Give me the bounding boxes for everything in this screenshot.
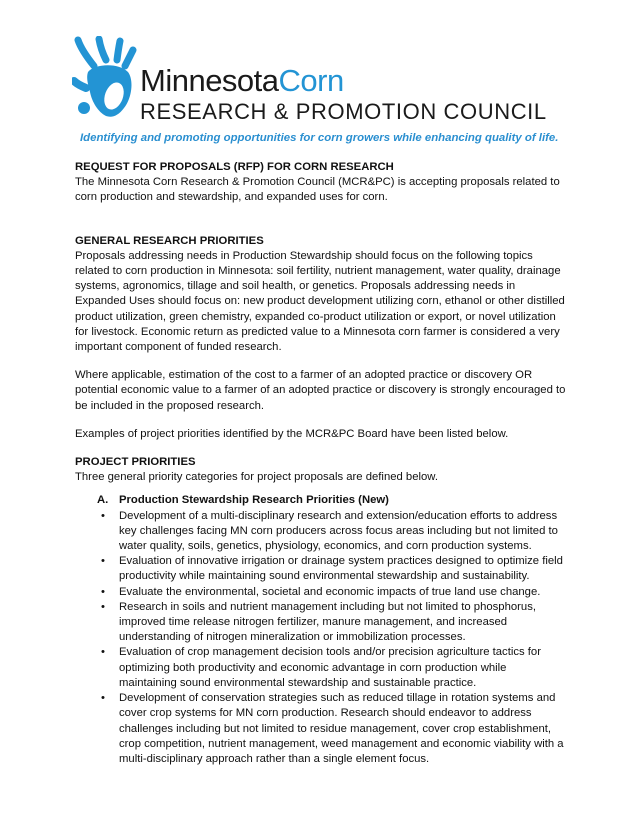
document-body bbox=[75, 160, 567, 767]
bullet-icon: • bbox=[101, 600, 105, 613]
logo-name-part1: Minnesota bbox=[140, 63, 279, 98]
general-priorities-body: Proposals addressing needs in Production Stewardship should focus on the following topics related to corn production in Minnesota: soil fertility, nutrient management, water quality, drainage systems, agronomics, tillage and soil health, or genetics. Proposals addressing needs in Expanded Uses should focus on: new product development utilizing corn, ethanol or other distilled product utilization, green chemistry, expanded co-product utilization or export, or novel utilization for livestock. Economic return as predicted value to a Minnesota corn farmer is considered a very important component of funded research. bbox=[75, 249, 565, 354]
list-item-text: Evaluation of innovative irrigation or drainage system practices designed to optimize field productivity while maintaining sound environmental stewardship and sustainability. bbox=[119, 555, 563, 583]
list-item bbox=[97, 554, 567, 584]
list-item-text: Evaluation of crop management decision tools and/or precision agriculture tactics for optimizing both productivity and economic advantage in corn production while maintaining sound environmental stewardship and sustainable practice. bbox=[119, 646, 541, 689]
list-item bbox=[97, 509, 567, 555]
rfp-body: The Minnesota Corn Research & Promotion Council (MCR&PC) is accepting proposals related to corn production and stewardship, and expanded uses for corn. bbox=[75, 176, 560, 204]
bullet-icon: • bbox=[101, 646, 105, 659]
bullet-icon: • bbox=[101, 555, 105, 568]
list-item-text: Development of a multi-disciplinary research and extension/education efforts to address key challenges facing MN corn producers across focus areas including but not limited to water quality, soils, genetics, physiology, economics, and corn production systems. bbox=[119, 509, 558, 553]
section-a-heading bbox=[97, 493, 567, 508]
section-a-letter: A. bbox=[97, 494, 109, 507]
logo-subtitle: RESEARCH & PROMOTION COUNCIL bbox=[140, 99, 547, 124]
list-item-text: Evaluate the environmental, societal and economic impacts of true land use change. bbox=[119, 585, 541, 598]
organization-logo bbox=[72, 36, 547, 132]
hand-print-icon bbox=[72, 36, 142, 132]
logo-wordmark bbox=[140, 64, 344, 98]
general-priorities-heading: GENERAL RESEARCH PRIORITIES bbox=[75, 234, 264, 247]
list-item-text: Development of conservation strategies such as reduced tillage in rotation systems and cover crop systems for MN corn production. Research should endeavor to address challenges including but not limited to residue management, cover crop establishment, crop competition, nutrient management, weed management and economic viability with a multi-disciplinary approach rather than a single element focus. bbox=[119, 692, 564, 765]
list-item bbox=[97, 645, 567, 691]
tagline: Identifying and promoting opportunities for corn growers while enhancing quality of life. bbox=[80, 132, 559, 144]
section-a-title: Production Stewardship Research Priorities (New) bbox=[119, 494, 389, 507]
logo-name-part2: Corn bbox=[278, 63, 344, 98]
examples-paragraph: Examples of project priorities identified by the MCR&PC Board have been listed below. bbox=[75, 427, 509, 440]
bullet-icon: • bbox=[101, 692, 105, 705]
cost-estimation-paragraph: Where applicable, estimation of the cost to a farmer of an adopted practice or discovery OR potential economic value to a farmer of an adopted practice or discovery is strongly encouraged to be included in the proposed research. bbox=[75, 369, 566, 412]
project-priorities-intro: Three general priority categories for project proposals are defined below. bbox=[75, 471, 438, 484]
list-item bbox=[97, 600, 567, 646]
list-item-text: Research in soils and nutrient management including but not limited to phosphorus, improved time release nitrogen fertilizer, manure management, and increased understanding of nitrogen mineralization or immobilization processes. bbox=[119, 600, 536, 644]
rfp-heading: REQUEST FOR PROPOSALS (RFP) FOR CORN RESEARCH bbox=[75, 161, 394, 173]
list-item bbox=[97, 585, 567, 600]
bullet-icon: • bbox=[101, 509, 105, 522]
project-priorities-heading: PROJECT PRIORITIES bbox=[75, 456, 196, 469]
section-a-bullet-list bbox=[75, 509, 567, 767]
list-item bbox=[97, 691, 567, 767]
bullet-icon: • bbox=[101, 585, 105, 598]
